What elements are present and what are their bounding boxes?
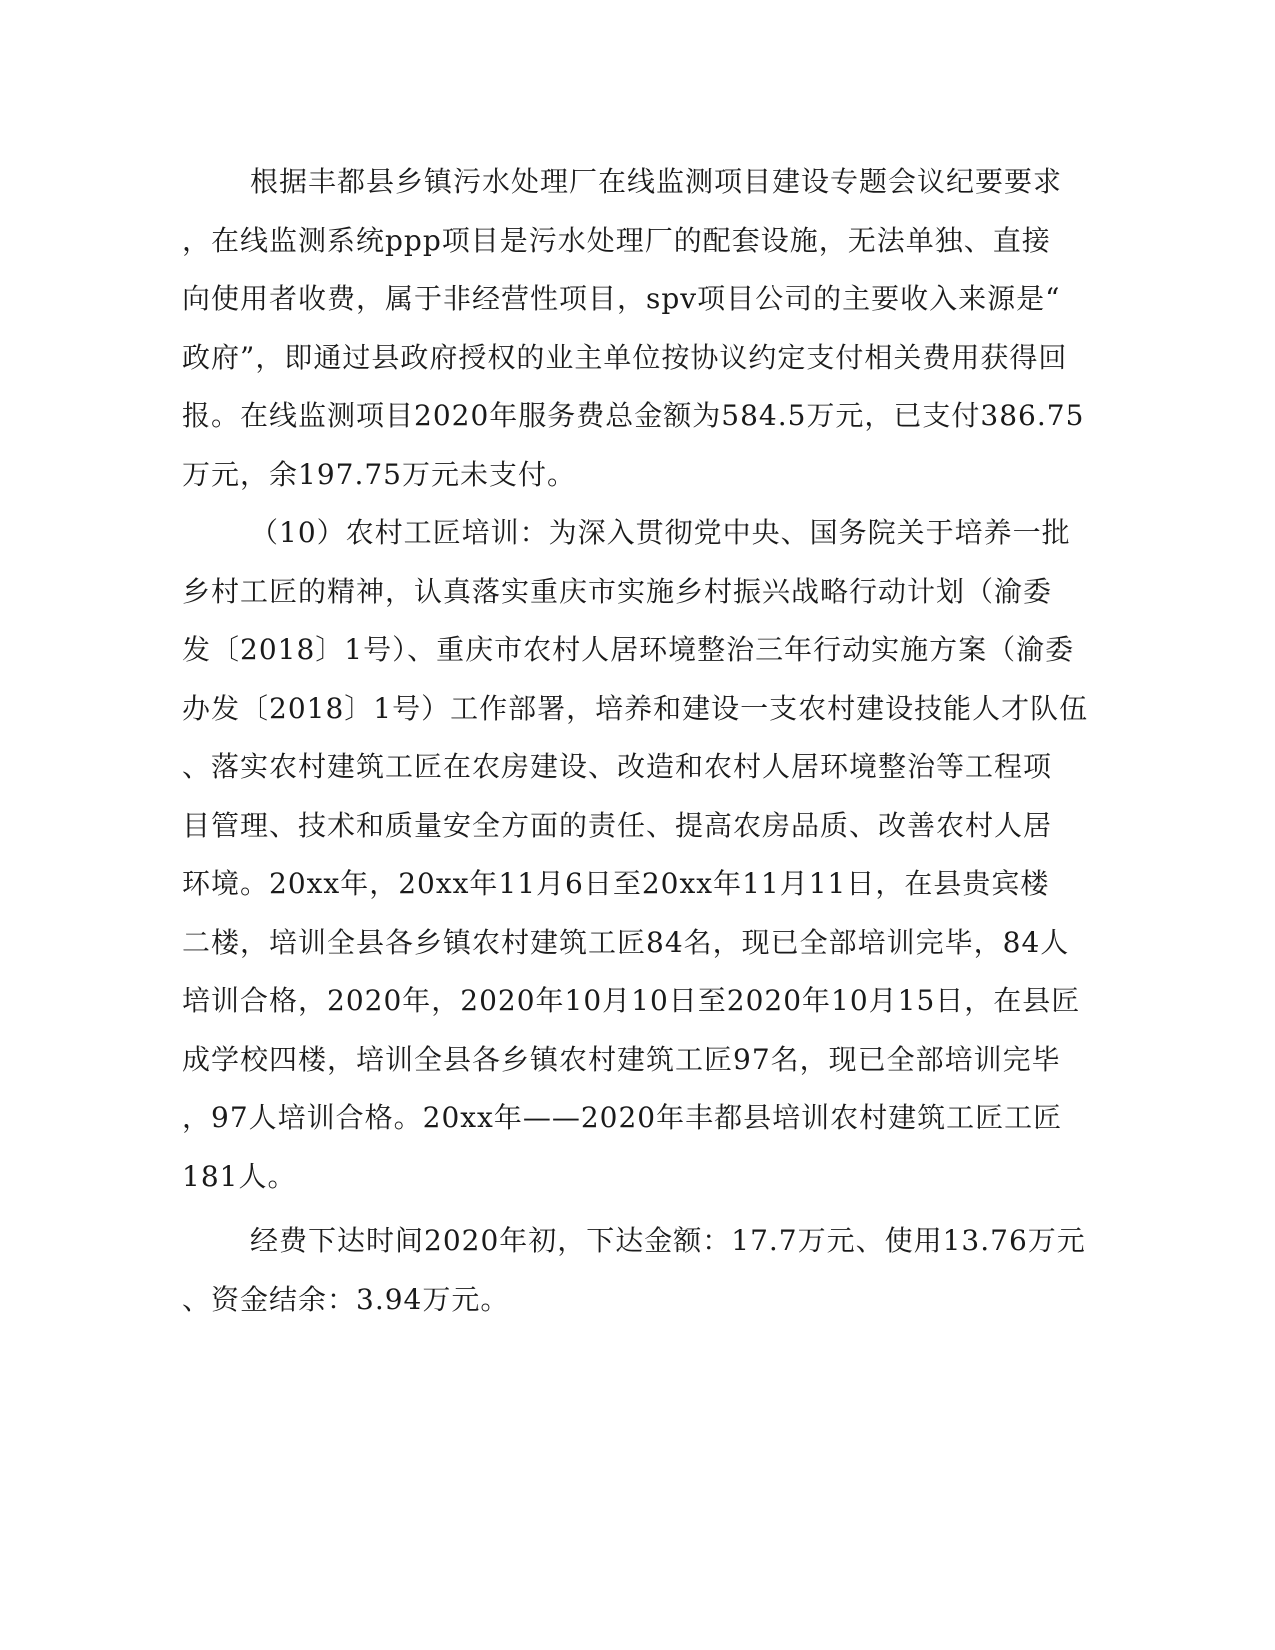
text-line: 发〔2018〕1号）、重庆市农村人居环境整治三年行动实施方案（渝委 [182,633,1075,666]
text-line: 经费下达时间2020年初，下达金额：17.7万元、使用13.76万元 [250,1224,1086,1257]
text-line: 成学校四楼，培训全县各乡镇农村建筑工匠97名，现已全部培训完毕 [182,1042,1061,1076]
text-line: 、落实农村建筑工匠在农房建设、改造和农村人居环境整治等工程项 [182,750,1053,783]
text-line: （10）农村工匠培训：为深入贯彻党中央、国务院关于培养一批 [250,516,1071,549]
text-line: 向使用者收费，属于非经营性项目，spv项目公司的主要收入来源是“ [182,282,1061,315]
text-line: 环境。20xx年，20xx年11月6日至20xx年11月11日，在县贵宾楼 [182,867,1050,900]
text-line: 万元，余197.75万元未支付。 [182,457,576,491]
text-line: 乡村工匠的精神，认真落实重庆市实施乡村振兴战略行动计划（渝委 [182,574,1053,608]
paragraph-rural-craftsman-training [182,504,1089,1206]
text-line: 政府”，即通过县政府授权的业主单位按协议约定支付相关费用获得回 [182,340,1068,374]
text-line: 、资金结余：3.94万元。 [182,1282,510,1316]
paragraph-funding-summary [182,1212,1086,1329]
text-line: 报。在线监测项目2020年服务费总金额为584.5万元，已支付386.75 [182,399,1085,432]
text-line: ，在线监测系统ppp项目是污水处理厂的配套设施，无法单独、直接 [182,223,1051,257]
text-line: ，97人培训合格。20xx年——2020年丰都县培训农村建筑工匠工匠 [182,1101,1063,1134]
text-line: 办发〔2018〕1号）工作部署，培养和建设一支农村建设技能人才队伍 [182,691,1089,725]
text-line: 二楼，培训全县各乡镇农村建筑工匠84名，现已全部培训完毕，84人 [182,925,1070,959]
text-line: 目管理、技术和质量安全方面的责任、提高农房品质、改善农村人居 [182,808,1053,842]
text-line: 181人。 [182,1159,297,1193]
paragraph-monitoring-project [182,153,1085,504]
text-line: 根据丰都县乡镇污水处理厂在线监测项目建设专题会议纪要要求 [250,165,1063,198]
text-line: 培训合格，2020年，2020年10月10日至2020年10月15日，在县匠 [182,984,1081,1017]
